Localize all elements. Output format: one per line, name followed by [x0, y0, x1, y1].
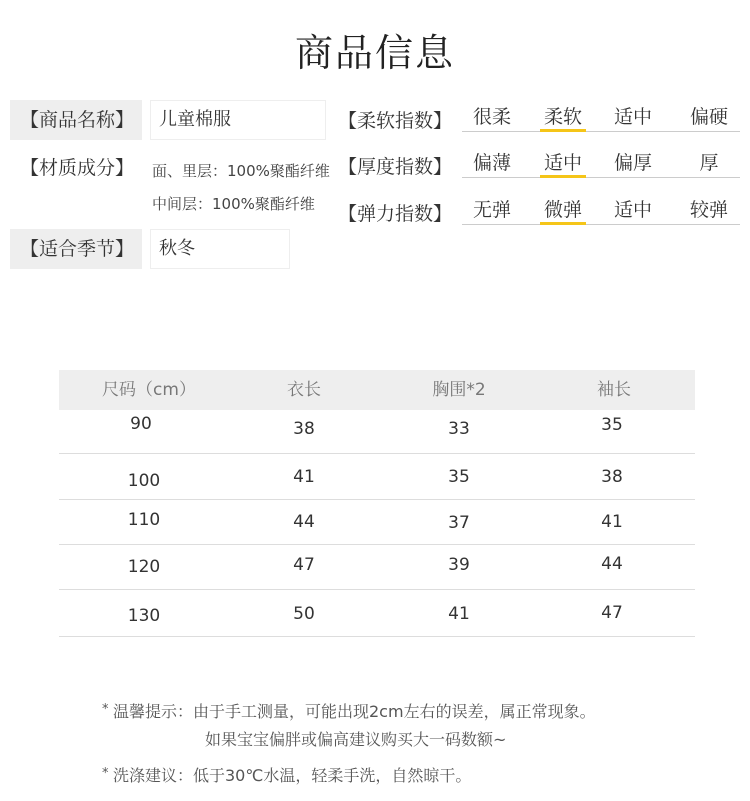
- size-table: [59, 370, 695, 637]
- cell-sleeve: 38: [601, 467, 623, 487]
- header-length: 衣长: [287, 380, 321, 400]
- wash-advice: 洗涤建议：低于30℃水温，轻柔手洗，自然晾干。: [113, 766, 472, 785]
- cell-length: 47: [293, 555, 315, 575]
- header-size: 尺码（cm）: [102, 380, 196, 400]
- table-row: [59, 454, 695, 500]
- material-line-2: 中间层：100%聚酯纤维: [152, 195, 315, 213]
- table-row: [59, 500, 695, 545]
- cell-size: 120: [127, 557, 161, 577]
- table-row: [59, 410, 695, 454]
- product-name-label: 【商品名称】: [10, 100, 142, 140]
- cell-chest: 41: [448, 604, 470, 624]
- cell-size: 90: [130, 414, 152, 434]
- cell-sleeve: 47: [601, 603, 623, 623]
- softness-option-selected: 柔软: [536, 104, 590, 130]
- elasticity-options: [462, 197, 740, 225]
- tip-line-1: 温馨提示：由于手工测量，可能出现2cm左右的误差，属正常现象。: [113, 702, 596, 721]
- material-label: 【材质成分】: [20, 157, 135, 179]
- cell-length: 50: [293, 604, 315, 624]
- cell-size: 100: [127, 471, 161, 491]
- size-table-header: [59, 370, 695, 410]
- bullet-tip: *: [102, 702, 109, 717]
- material-line-1: 面、里层：100%聚酯纤维: [152, 162, 330, 180]
- elasticity-option: 较弹: [689, 199, 728, 221]
- cell-length: 41: [293, 467, 315, 487]
- header-chest: 胸围*2: [432, 380, 486, 400]
- season-label: 【适合季节】: [10, 229, 142, 269]
- tip-line-2: 如果宝宝偏胖或偏高建议购买大一码数额~: [205, 730, 507, 749]
- cell-sleeve: 35: [601, 415, 623, 435]
- cell-size: 110: [127, 510, 161, 530]
- cell-chest: 33: [448, 419, 470, 439]
- cell-chest: 39: [448, 555, 470, 575]
- cell-length: 44: [293, 512, 315, 532]
- softness-options: [462, 104, 740, 132]
- bullet-wash: *: [102, 766, 109, 781]
- elasticity-index-label: 【弹力指数】: [338, 203, 453, 225]
- season-value: 秋冬: [150, 229, 290, 269]
- header-sleeve: 袖长: [597, 380, 631, 400]
- table-row: [59, 545, 695, 590]
- thickness-options: [462, 150, 740, 178]
- cell-length: 38: [293, 419, 315, 439]
- elasticity-option: 无弹: [472, 199, 511, 221]
- softness-option: 偏硬: [689, 106, 728, 128]
- elasticity-option-selected: 微弹: [536, 197, 590, 223]
- softness-option: 适中: [613, 106, 652, 128]
- page-title: 商品信息: [294, 31, 455, 75]
- product-name-value: 儿童棉服: [150, 100, 326, 140]
- table-row: [59, 590, 695, 637]
- elasticity-option: 适中: [613, 199, 652, 221]
- cell-size: 130: [127, 606, 161, 626]
- cell-sleeve: 44: [601, 554, 623, 574]
- thickness-option: 偏厚: [613, 152, 652, 174]
- cell-sleeve: 41: [601, 512, 623, 532]
- cell-chest: 37: [448, 513, 470, 533]
- thickness-option-selected: 适中: [536, 150, 590, 176]
- thickness-option: 偏薄: [472, 152, 511, 174]
- softness-option: 很柔: [472, 106, 511, 128]
- thickness-option: 厚: [699, 152, 719, 174]
- thickness-index-label: 【厚度指数】: [338, 156, 453, 178]
- softness-index-label: 【柔软指数】: [338, 110, 453, 132]
- cell-chest: 35: [448, 467, 470, 487]
